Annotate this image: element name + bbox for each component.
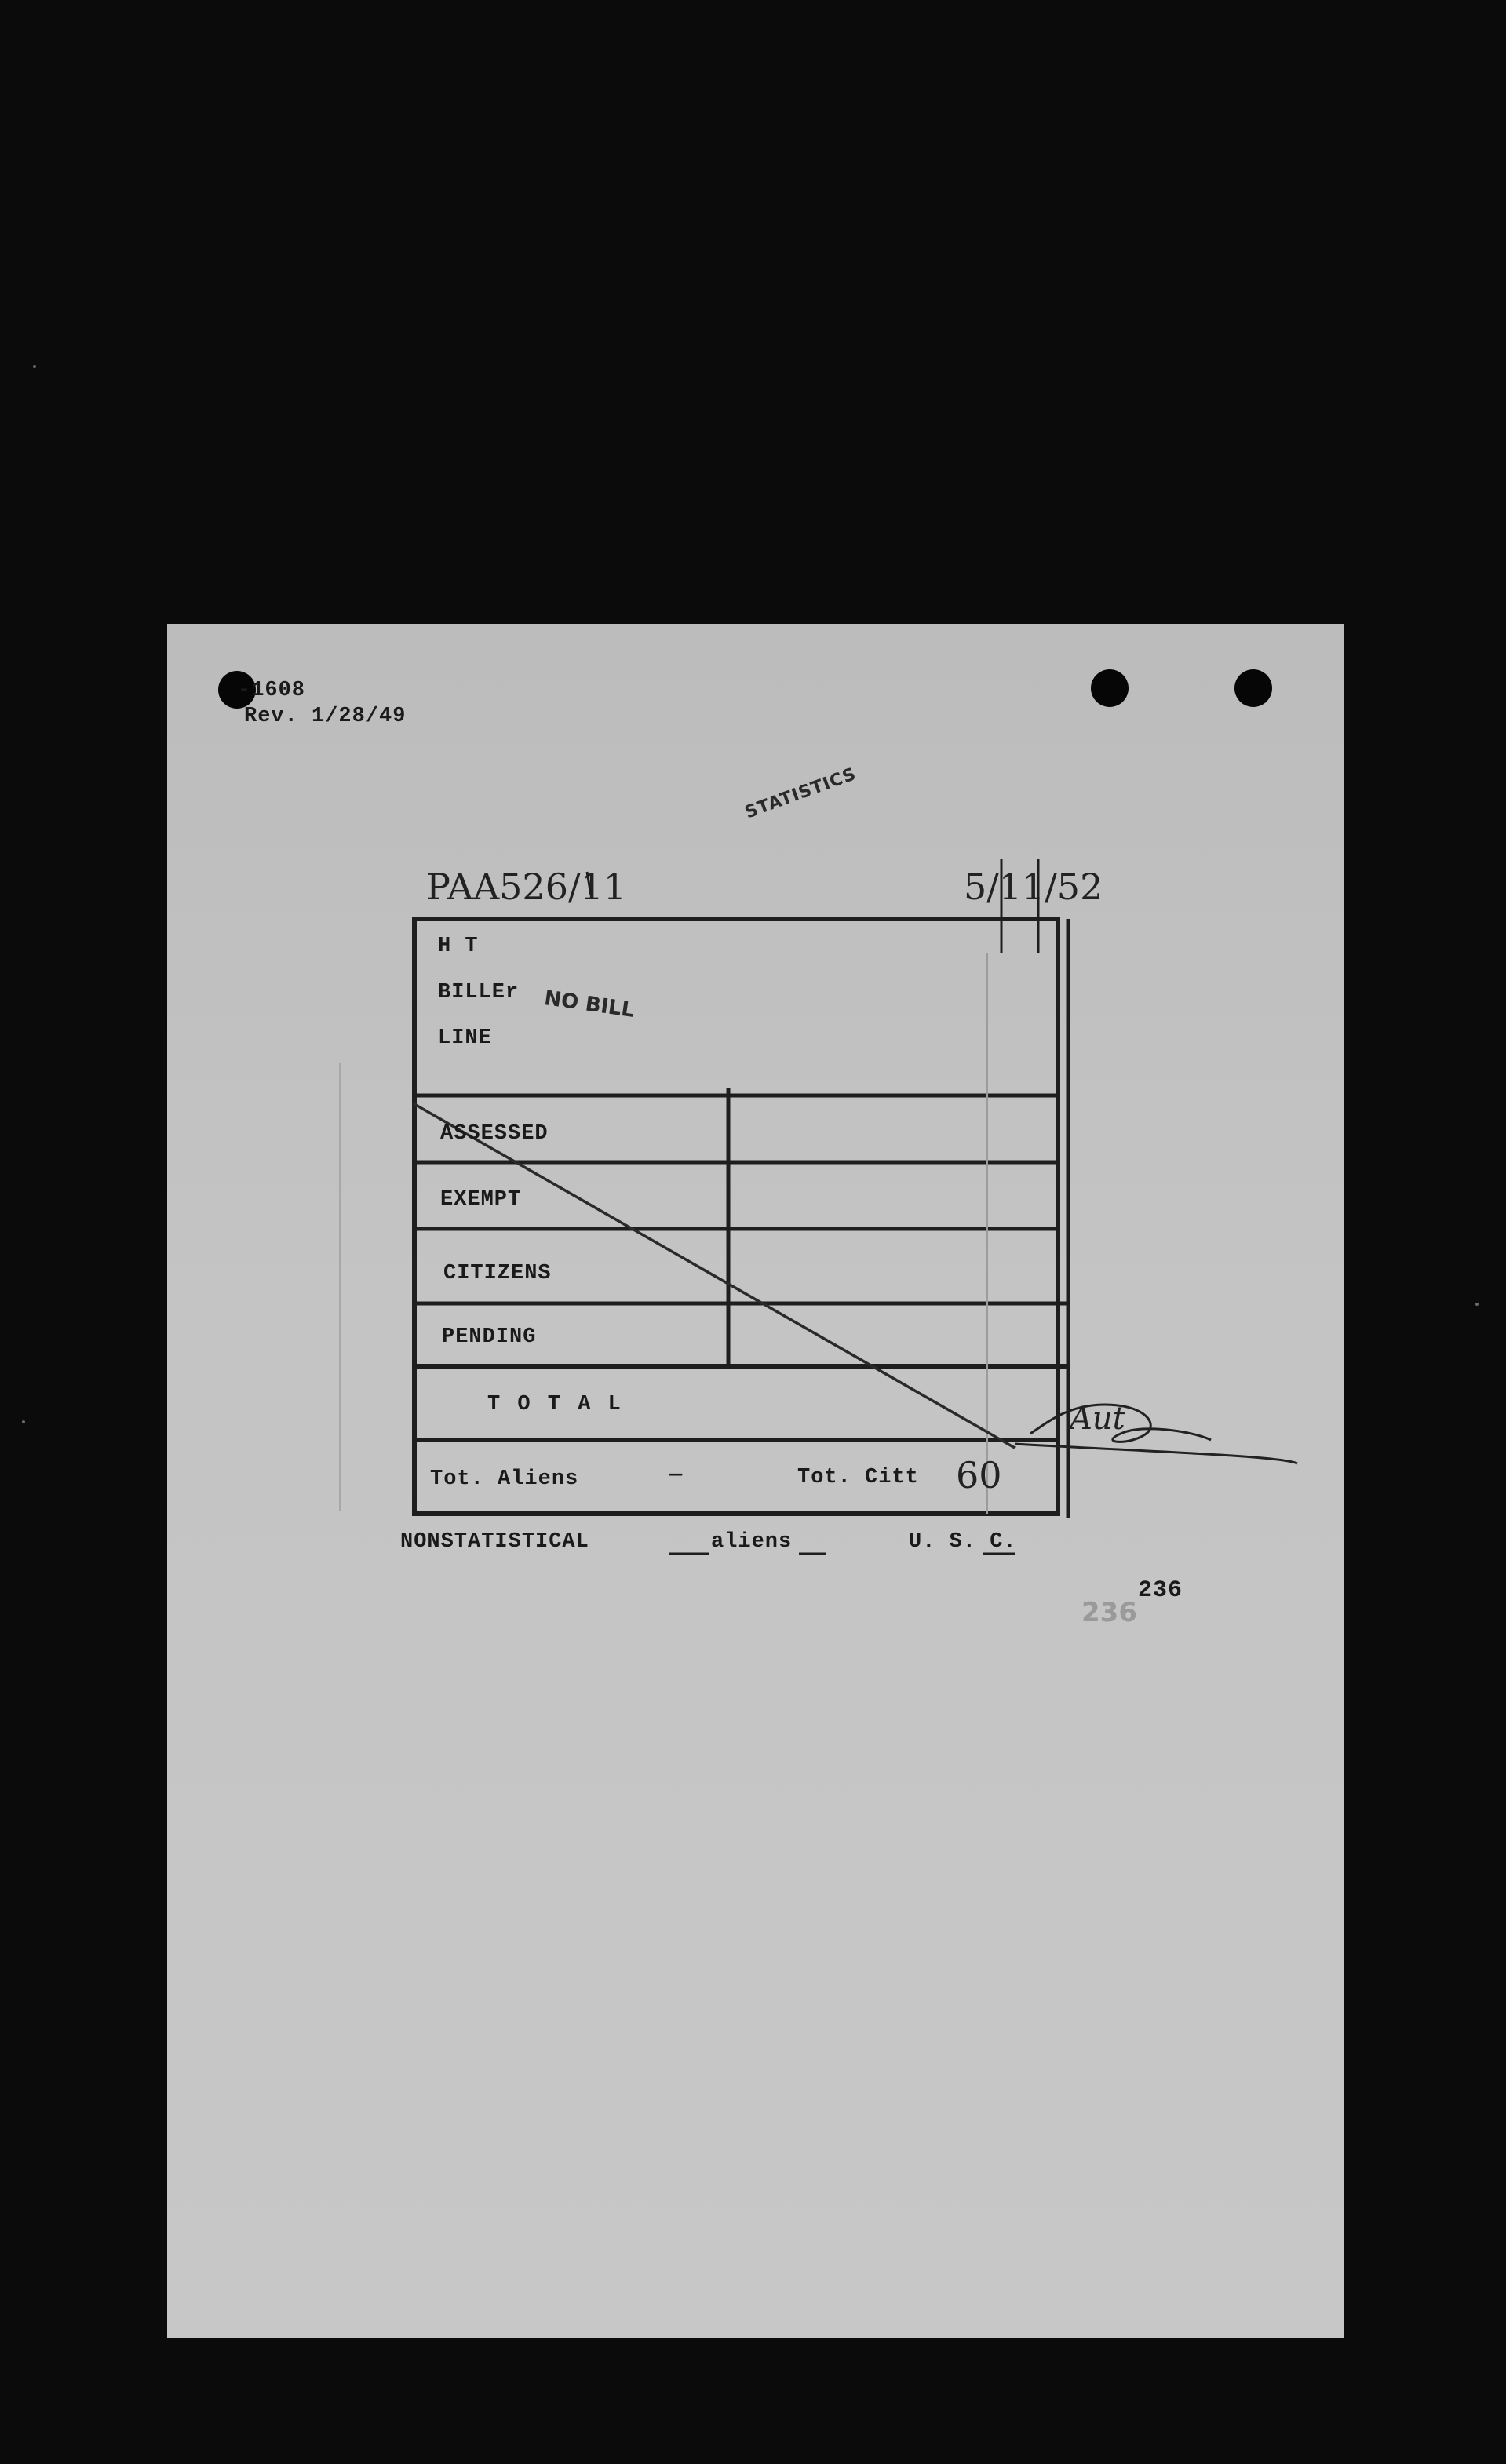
total-label: T O T A L (487, 1393, 623, 1416)
header-line-label: LINE (438, 1026, 492, 1050)
header-ht-label: H T (438, 935, 479, 958)
form-number: -1608 (238, 679, 306, 702)
row-label-exempt: EXEMPT (440, 1188, 522, 1212)
film-speck (22, 1420, 25, 1423)
form-box-lines (167, 624, 1344, 2338)
handwritten-date: 5/11/52 (964, 866, 1103, 908)
no-bill-stamp: NO BILL (542, 986, 636, 1022)
row-label-assessed: ASSESSED (440, 1122, 549, 1146)
handwritten-initials: Aut (1070, 1401, 1125, 1437)
row-label-pending: PENDING (442, 1325, 537, 1349)
page-number-faded-stamp: 236 (1081, 1597, 1137, 1628)
total-aliens-value: — (669, 1463, 684, 1487)
total-citizens-label: Tot. Citt (797, 1466, 919, 1489)
film-speck (1475, 1303, 1479, 1306)
film-speck (33, 365, 36, 368)
statistics-stamp: STATISTICS (742, 764, 859, 823)
nonstatistical-usc-label: U. S. C. (909, 1530, 1017, 1554)
nonstatistical-aliens-label: aliens (711, 1530, 793, 1554)
row-label-citizens: CITIZENS (443, 1262, 552, 1285)
page-number: 236 (1138, 1577, 1183, 1604)
nonstatistical-label: NONSTATISTICAL (400, 1530, 589, 1554)
document-page (167, 624, 1344, 2338)
form-revision: Rev. 1/28/49 (244, 705, 407, 728)
total-aliens-label: Tot. Aliens (430, 1467, 579, 1491)
header-billet-label: BILLEr (438, 981, 520, 1004)
total-citizens-value: 60 (956, 1454, 1002, 1496)
handwritten-reference: PAA526/11 (426, 866, 626, 908)
